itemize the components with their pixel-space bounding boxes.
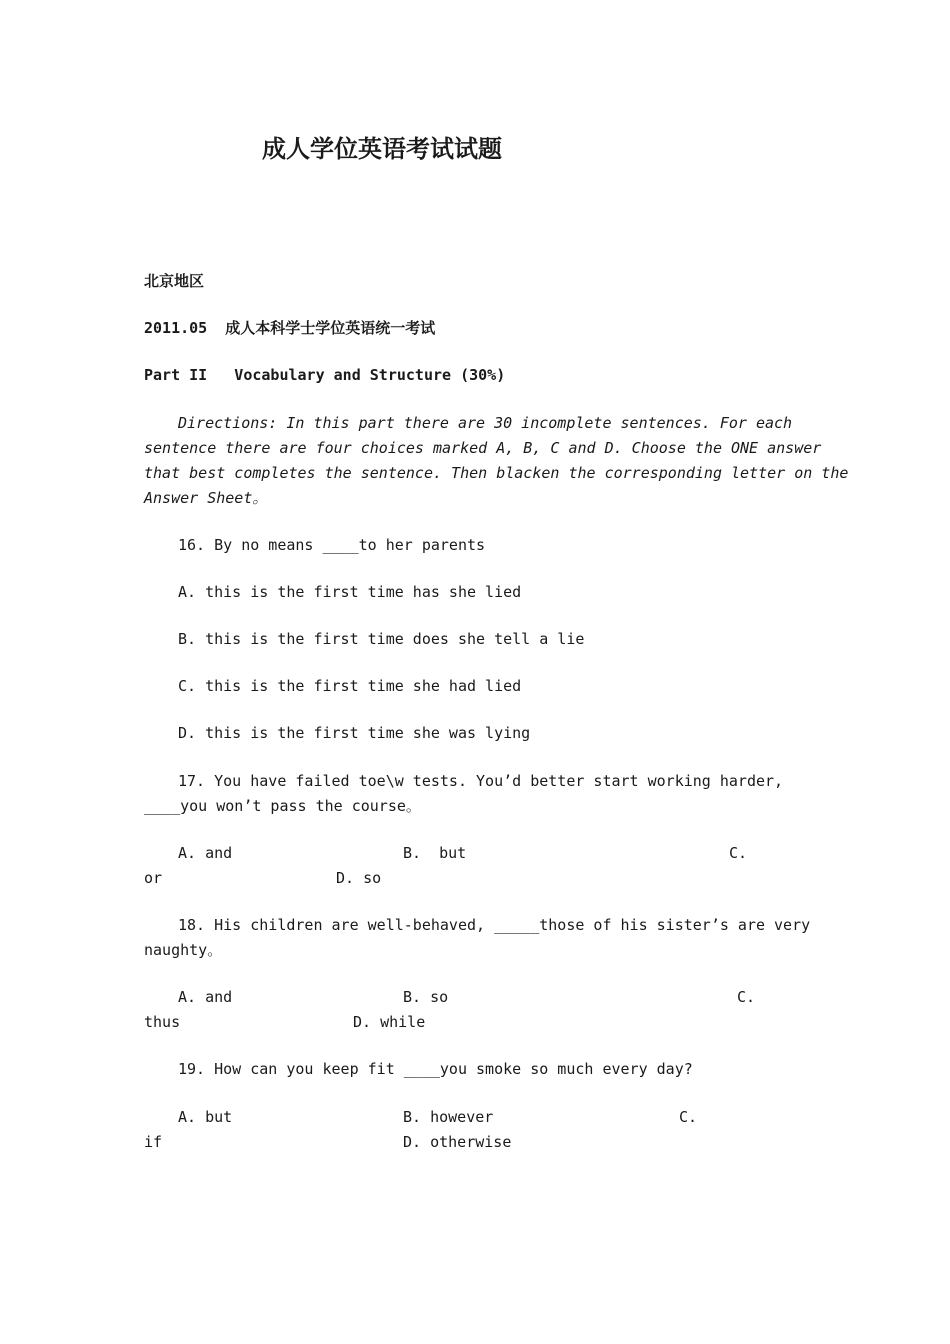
option-d: D. while — [353, 1013, 426, 1031]
option-b: B. this is the first time does she tell a lie — [178, 630, 585, 648]
question-stem-continued: ____you won’t pass the course。 — [144, 797, 421, 815]
exam-line: 2011.05 成人本科学士学位英语统一考试 — [144, 319, 436, 337]
region-heading: 北京地区 — [144, 272, 205, 290]
option-d: D. otherwise — [403, 1133, 512, 1151]
question-stem-continued: naughty。 — [144, 941, 223, 959]
option-b: B. but — [403, 844, 467, 862]
question-stem: 18. His children are well-behaved, _____those of his sister’s are very — [178, 916, 811, 934]
directions-line: that best completes the sentence. Then blacken the corresponding letter on the — [144, 464, 849, 482]
option-c-label: C. — [679, 1108, 698, 1126]
option-c: C. this is the first time she had lied — [178, 677, 522, 695]
option-c-label: C. — [737, 988, 756, 1006]
option-c-text: thus — [144, 1013, 181, 1031]
option-b: B. however — [403, 1108, 494, 1126]
option-c-text: if — [144, 1133, 163, 1151]
option-d: D. so — [336, 869, 382, 887]
option-a: A. and — [178, 988, 233, 1006]
option-b: B. so — [403, 988, 449, 1006]
question-stem: 17. You have failed toe\w tests. You’d better start working harder, — [178, 772, 784, 790]
option-a: A. this is the first time has she lied — [178, 583, 522, 601]
option-d: D. this is the first time she was lying — [178, 724, 531, 742]
question-stem: 19. How can you keep fit ____you smoke so much every day? — [178, 1060, 693, 1078]
part-heading: Part II Vocabulary and Structure (30%) — [144, 366, 506, 384]
option-c-text: or — [144, 869, 163, 887]
directions-line: Directions: In this part there are 30 incomplete sentences. For each — [178, 414, 793, 432]
option-a: A. and — [178, 844, 233, 862]
directions-line: sentence there are four choices marked A, B, C and D. Choose the ONE answer — [144, 439, 822, 457]
question-stem: 16. By no means ____to her parents — [178, 536, 486, 554]
document-title: 成人学位英语考试试题 — [262, 134, 502, 163]
option-c-label: C. — [729, 844, 748, 862]
option-a: A. but — [178, 1108, 233, 1126]
directions-line: Answer Sheet。 — [144, 489, 268, 507]
